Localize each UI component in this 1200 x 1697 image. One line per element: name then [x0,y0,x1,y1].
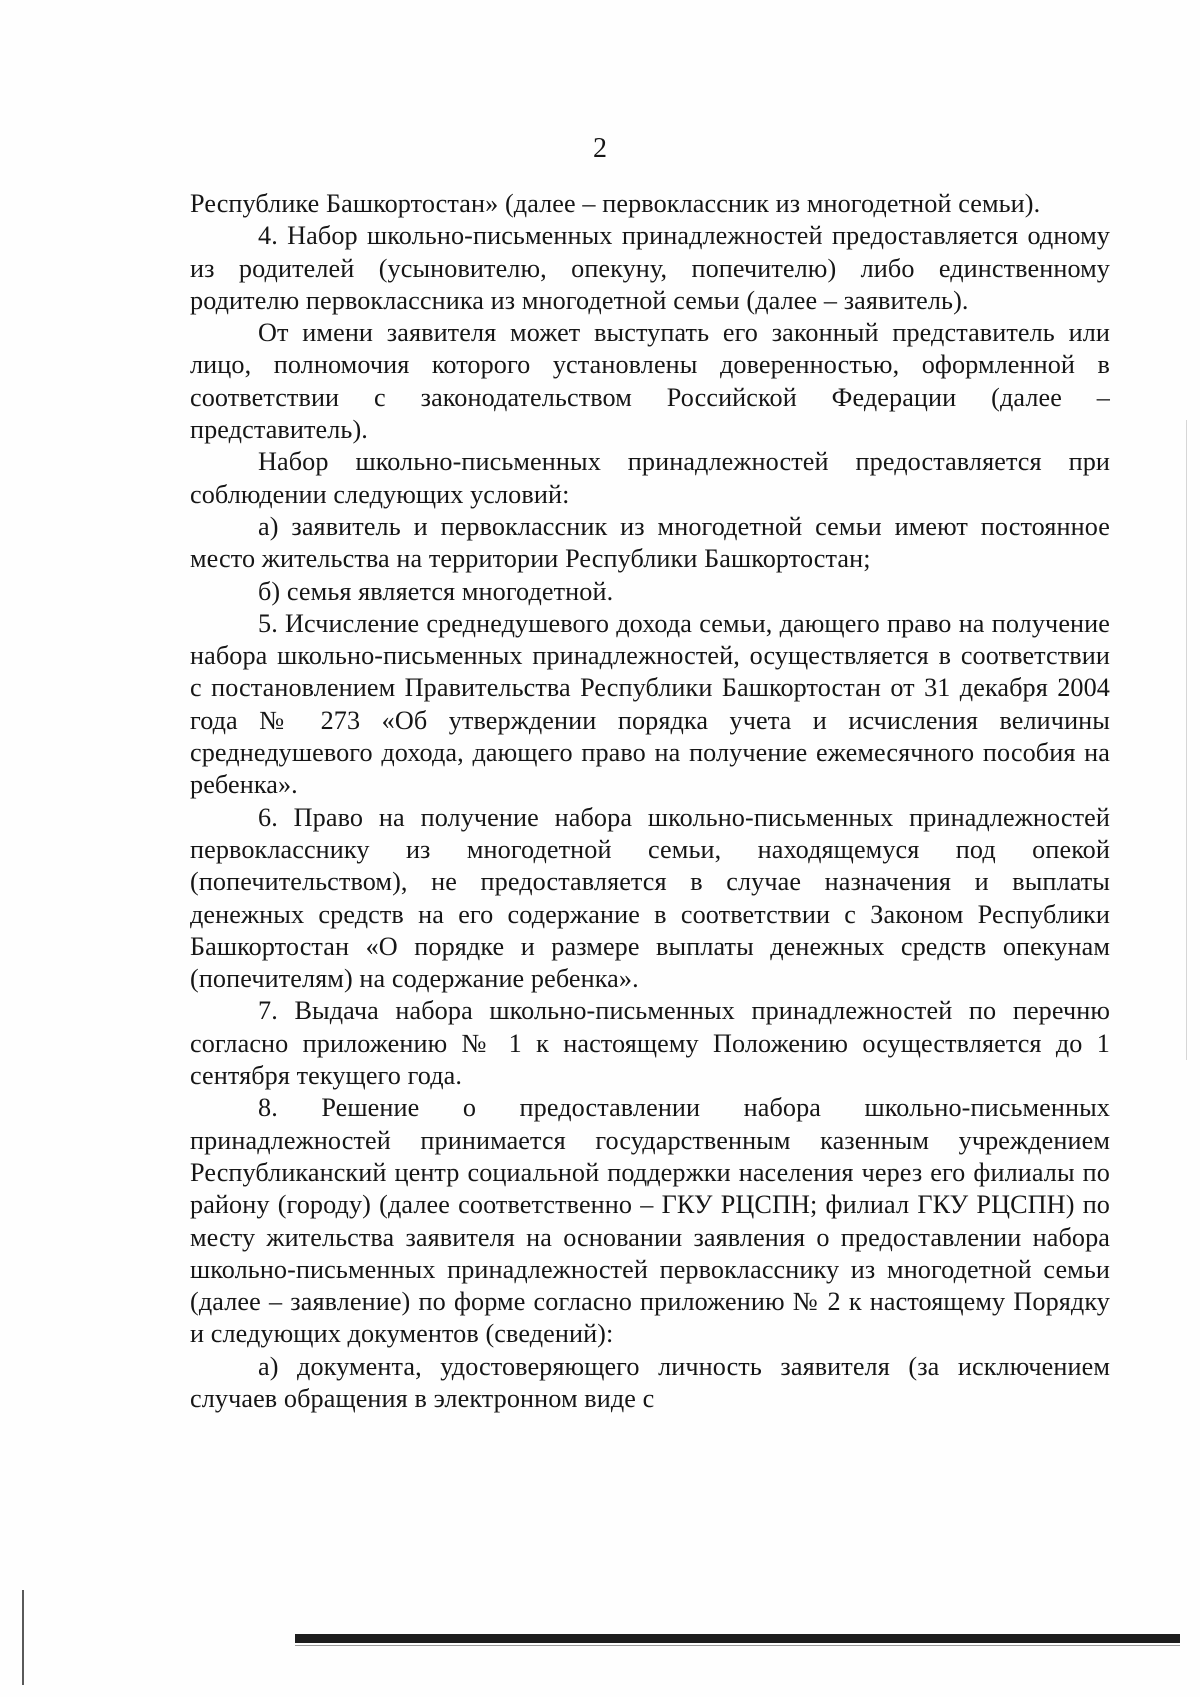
paragraph: От имени заявителя может выступать его законный представитель или лицо, полномочия которого установлены доверенностью, оформленной в соответствии с законодательством Российской Федерации (далее – представитель). [190,318,1110,445]
paragraph: 8. Решение о предоставлении набора школьно-письменных принадлежностей принимается государственным казенным учреждением Республиканский центр социальной поддержки населения через его филиалы по району (городу) (далее соответственно – ГКУ РЦСПН; филиал ГКУ РЦСПН) по месту жительства заявителя на основании заявления о предоставлении набора школьно-письменных принадлежностей первокласснику из многодетной семьи (далее – заявление) по форме согласно приложению № 2 к настоящему Порядку и следующих документов (сведений): [190,1093,1110,1349]
paragraph: б) семья является многодетной. [258,576,614,606]
paragraph: 4. Набор школьно-письменных принадлежностей предоставляется одному из родителей (усыновителю, опекуну, попечителю) либо единственному родителю первоклассника из многодетной семьи (далее – заявитель). [190,221,1110,315]
scan-margin-mark [22,1590,24,1685]
paragraph: Набор школьно-письменных принадлежностей предоставляется при соблюдении следующих условий: [190,447,1110,509]
paragraph: Республике Башкортостан» (далее – первоклассник из многодетной семьи). [190,189,1041,218]
page-number: 2 [593,133,607,164]
paragraph: 6. Право на получение набора школьно-письменных принадлежностей первокласснику из многодетной семьи, находящемуся под опекой (попечительством), не предоставляется в случае назначения и выплаты денежных средств на его содержание в соответствии с Законом Республики Башкортостан «О порядке и размере выплаты денежных средств опекунам (попечителям) на содержание ребенка». [190,802,1110,994]
scan-edge-shadow [1186,420,1187,1060]
scan-bottom-bar [295,1634,1180,1643]
paragraph: 5. Исчисление среднедушевого дохода семьи, дающего право на получение набора школьно-письменных принадлежностей, осуществляется в соответствии с постановлением Правительства Республики Башкортостан от 31 декабря 2004 года № 273 «Об утверждении порядка учета и исчисления величины среднедушевого дохода, дающего право на получение ежемесячного пособия на ребенка». [190,608,1110,800]
paragraph: 7. Выдача набора школьно-письменных принадлежностей по перечню согласно приложению № 1 к настоящему Положению осуществляется до 1 сентября текущего года. [190,996,1110,1091]
scan-bottom-line [295,1645,1180,1646]
paragraph: а) заявитель и первоклассник из многодетной семьи имеют постоянное место жительства на территории Республики Башкортостан; [190,511,1110,574]
document-body [190,188,1110,1415]
paragraph: а) документа, удостоверяющего личность заявителя (за исключением случаев обращения в электронном виде с [190,1351,1110,1413]
